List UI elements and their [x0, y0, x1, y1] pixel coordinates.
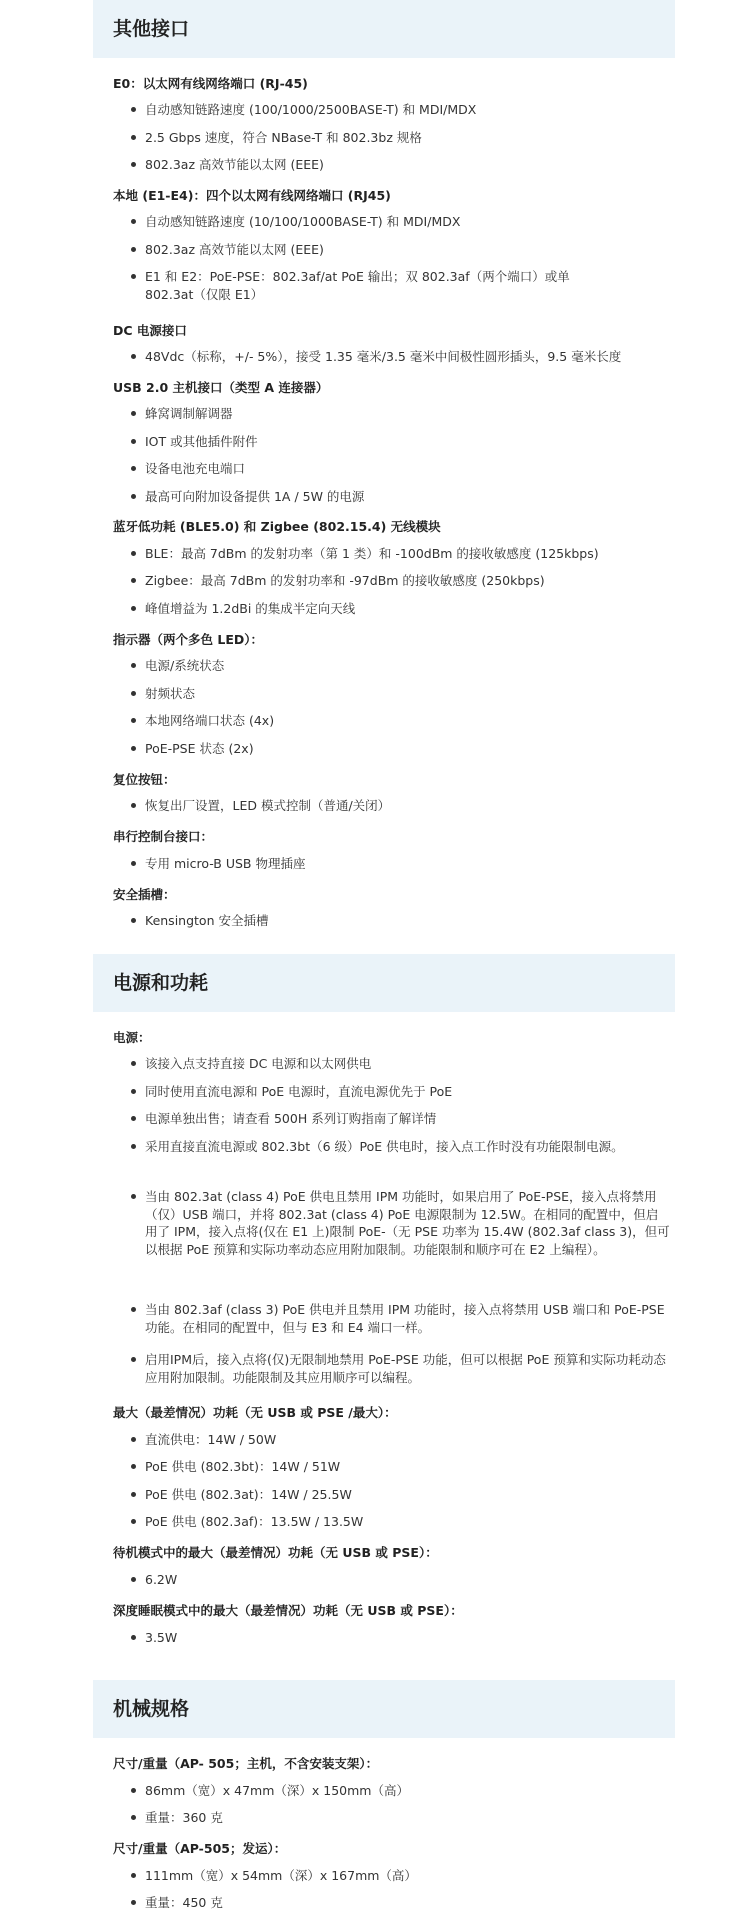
- section-title: 机械规格: [113, 1698, 190, 1720]
- group-label: E0：以太网有线网络端口 (RJ-45): [113, 76, 308, 91]
- list-item: 86mm（宽）x 47mm（深）x 150mm（高）: [145, 1782, 675, 1800]
- list-item: 专用 micro-B USB 物理插座: [145, 855, 675, 873]
- bullet-icon: [131, 354, 136, 359]
- bullet-icon: [131, 107, 136, 112]
- section-header-other-interfaces: [93, 0, 675, 58]
- list-item: 802.3az 高效节能以太网 (EEE): [145, 241, 675, 259]
- list-item: 电源/系统状态: [145, 657, 675, 675]
- section-header-mechanical: [93, 1680, 675, 1738]
- list-item: 48Vdc（标称，+/- 5%），接受 1.35 毫米/3.5 毫米中间极性圆形插头，9.5 毫米长度: [145, 348, 680, 366]
- bullet-icon: [131, 1144, 136, 1149]
- list-item: 当由 802.3at (class 4) PoE 供电且禁用 IPM 功能时，如果启用了 PoE-PSE，接入点将禁用（仅）USB 端口，并将 802.3at (class 4) PoE 电源限制为 12.5W。在相同的配置中，但启用了 IPM，接入点将(仅在 E1 上)限制 PoE-（无 PSE 功率为 15.4W (802.3af class 3)，但可以根据 PoE 预算和实际功率动态应用附加限制。功能限制和顺序可在 E2 上编程）。: [145, 1188, 670, 1258]
- bullet-icon: [131, 1635, 136, 1640]
- group-label: 尺寸/重量（AP-505；发运）：: [113, 1841, 287, 1856]
- bullet-icon: [131, 494, 136, 499]
- bullet-icon: [131, 1464, 136, 1469]
- bullet-icon: [131, 606, 136, 611]
- section-title: 电源和功耗: [113, 972, 209, 994]
- group-label: 待机模式中的最大（最差情况）功耗（无 USB 或 PSE）：: [113, 1545, 438, 1560]
- list-item: BLE：最高 7dBm 的发射功率（第 1 类）和 -100dBm 的接收敏感度 (125kbps): [145, 545, 675, 563]
- bullet-icon: [131, 411, 136, 416]
- bullet-icon: [131, 162, 136, 167]
- list-item: PoE 供电 (802.3at)：14W / 25.5W: [145, 1486, 675, 1504]
- list-item: 最高可向附加设备提供 1A / 5W 的电源: [145, 488, 675, 506]
- list-item: 自动感知链路速度 (10/100/1000BASE-T) 和 MDI/MDX: [145, 213, 675, 231]
- group-label: 最大（最差情况）功耗（无 USB 或 PSE /最大）：: [113, 1405, 397, 1420]
- list-item: 电源单独出售；请查看 500H 系列订购指南了解详情: [145, 1110, 675, 1128]
- list-item: 同时使用直流电源和 PoE 电源时，直流电源优先于 PoE: [145, 1083, 675, 1101]
- list-item: PoE 供电 (802.3af)：13.5W / 13.5W: [145, 1513, 675, 1531]
- group-label: USB 2.0 主机接口（类型 A 连接器）: [113, 380, 329, 395]
- group-label: 深度睡眠模式中的最大（最差情况）功耗（无 USB 或 PSE）：: [113, 1603, 463, 1618]
- list-item: 本地网络端口状态 (4x): [145, 712, 675, 730]
- bullet-icon: [131, 439, 136, 444]
- list-item: 3.5W: [145, 1629, 675, 1647]
- list-item: 重量：450 克: [145, 1894, 675, 1912]
- list-item: 蜂窝调制解调器: [145, 405, 675, 423]
- bullet-icon: [131, 1437, 136, 1442]
- bullet-icon: [131, 1900, 136, 1905]
- list-item: 恢复出厂设置，LED 模式控制（普通/关闭）: [145, 797, 675, 815]
- bullet-icon: [131, 691, 136, 696]
- group-label: 串行控制台接口：: [113, 829, 214, 844]
- group-label: 复位按钮：: [113, 772, 176, 787]
- list-item: 2.5 Gbps 速度，符合 NBase-T 和 802.3bz 规格: [145, 129, 675, 147]
- bullet-icon: [131, 1116, 136, 1121]
- group-label: 电源：: [113, 1030, 151, 1045]
- bullet-icon: [131, 663, 136, 668]
- list-item: Kensington 安全插槽: [145, 912, 675, 930]
- section-title: 其他接口: [113, 18, 190, 40]
- list-item: 设备电池充电端口: [145, 460, 675, 478]
- group-label: 蓝牙低功耗 (BLE5.0) 和 Zigbee (802.15.4) 无线模块: [113, 519, 441, 534]
- bullet-icon: [131, 1307, 136, 1312]
- bullet-icon: [131, 1873, 136, 1878]
- bullet-icon: [131, 1519, 136, 1524]
- bullet-icon: [131, 1357, 136, 1362]
- bullet-icon: [131, 718, 136, 723]
- list-item: 802.3az 高效节能以太网 (EEE): [145, 156, 675, 174]
- list-item: 峰值增益为 1.2dBi 的集成半定向天线: [145, 600, 675, 618]
- bullet-icon: [131, 1061, 136, 1066]
- bullet-icon: [131, 135, 136, 140]
- list-item: 当由 802.3af (class 3) PoE 供电并且禁用 IPM 功能时，接入点将禁用 USB 端口和 PoE-PSE 功能。在相同的配置中，但与 E3 和 E4 端口一样。: [145, 1301, 670, 1336]
- bullet-icon: [131, 861, 136, 866]
- list-item: 射频状态: [145, 685, 675, 703]
- bullet-icon: [131, 1194, 136, 1199]
- bullet-icon: [131, 1492, 136, 1497]
- list-item: E1 和 E2：PoE-PSE：802.3af/at PoE 输出；双 802.3af（两个端口）或单 802.3at（仅限 E1）: [145, 268, 615, 303]
- bullet-icon: [131, 803, 136, 808]
- bullet-icon: [131, 219, 136, 224]
- list-item: 采用直接直流电源或 802.3bt（6 级）PoE 供电时，接入点工作时没有功能限制电源。: [145, 1138, 670, 1156]
- bullet-icon: [131, 918, 136, 923]
- group-label: 安全插槽：: [113, 887, 176, 902]
- bullet-icon: [131, 1577, 136, 1582]
- bullet-icon: [131, 578, 136, 583]
- list-item: IOT 或其他插件附件: [145, 433, 675, 451]
- section-header-power: [93, 954, 675, 1012]
- list-item: Zigbee：最高 7dBm 的发射功率和 -97dBm 的接收敏感度 (250kbps): [145, 572, 675, 590]
- group-label: 指示器（两个多色 LED）：: [113, 632, 263, 647]
- list-item: 111mm（宽）x 54mm（深）x 167mm（高）: [145, 1867, 675, 1885]
- bullet-icon: [131, 274, 136, 279]
- list-item: 6.2W: [145, 1571, 675, 1589]
- list-item: 直流供电：14W / 50W: [145, 1431, 675, 1449]
- group-label: 本地 (E1-E4)：四个以太网有线网络端口 (RJ45): [113, 188, 391, 203]
- list-item: 自动感知链路速度 (100/1000/2500BASE-T) 和 MDI/MDX: [145, 101, 675, 119]
- bullet-icon: [131, 466, 136, 471]
- list-item: PoE 供电 (802.3bt)：14W / 51W: [145, 1458, 675, 1476]
- group-label: DC 电源接口: [113, 323, 187, 338]
- bullet-icon: [131, 247, 136, 252]
- bullet-icon: [131, 1089, 136, 1094]
- bullet-icon: [131, 746, 136, 751]
- list-item: 启用IPM后，接入点将(仅)无限制地禁用 PoE-PSE 功能，但可以根据 PoE 预算和实际功耗动态应用附加限制。功能限制及其应用顺序可以编程。: [145, 1351, 670, 1386]
- list-item: PoE-PSE 状态 (2x): [145, 740, 675, 758]
- bullet-icon: [131, 1788, 136, 1793]
- list-item: 该接入点支持直接 DC 电源和以太网供电: [145, 1055, 675, 1073]
- group-label: 尺寸/重量（AP- 505；主机，不含安装支架）：: [113, 1756, 379, 1771]
- bullet-icon: [131, 551, 136, 556]
- list-item: 重量：360 克: [145, 1809, 675, 1827]
- bullet-icon: [131, 1815, 136, 1820]
